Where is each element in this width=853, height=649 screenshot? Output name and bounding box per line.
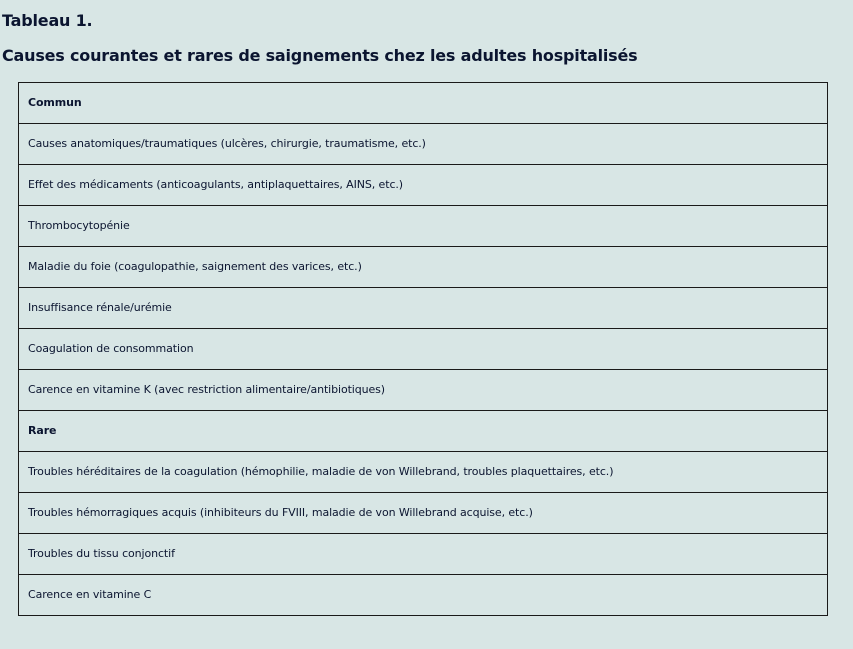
table-row — [19, 124, 828, 165]
table-cell: Thrombocytopénie — [19, 206, 828, 247]
table-container — [18, 82, 828, 616]
table-row — [19, 206, 828, 247]
table-cell: Coagulation de consommation — [19, 329, 828, 370]
table-row — [19, 534, 828, 575]
table-caption: Tableau 1. — [2, 11, 93, 30]
table-cell: Effet des médicaments (anticoagulants, antiplaquettaires, AINS, etc.) — [19, 165, 828, 206]
table-cell: Troubles hémorragiques acquis (inhibiteurs du FVIII, maladie de von Willebrand acquise, etc.) — [19, 493, 828, 534]
table-cell: Troubles du tissu conjonctif — [19, 534, 828, 575]
table-row — [19, 493, 828, 534]
section-header-row — [19, 411, 828, 452]
table-row — [19, 165, 828, 206]
section-header-row — [19, 83, 828, 124]
table-row — [19, 288, 828, 329]
section-header-common: Commun — [19, 83, 828, 124]
table-cell: Carence en vitamine C — [19, 575, 828, 616]
bleeding-causes-table — [18, 82, 828, 616]
table-row — [19, 452, 828, 493]
table-cell: Carence en vitamine K (avec restriction alimentaire/antibiotiques) — [19, 370, 828, 411]
table-cell: Insuffisance rénale/urémie — [19, 288, 828, 329]
table-title: Causes courantes et rares de saignements chez les adultes hospitalisés — [2, 46, 638, 65]
section-header-rare: Rare — [19, 411, 828, 452]
table-row — [19, 370, 828, 411]
table-cell: Maladie du foie (coagulopathie, saignement des varices, etc.) — [19, 247, 828, 288]
table-row — [19, 329, 828, 370]
table-row — [19, 247, 828, 288]
table-cell: Causes anatomiques/traumatiques (ulcères, chirurgie, traumatisme, etc.) — [19, 124, 828, 165]
table-cell: Troubles héréditaires de la coagulation (hémophilie, maladie de von Willebrand, troubles plaquettaires, etc.) — [19, 452, 828, 493]
table-row — [19, 575, 828, 616]
